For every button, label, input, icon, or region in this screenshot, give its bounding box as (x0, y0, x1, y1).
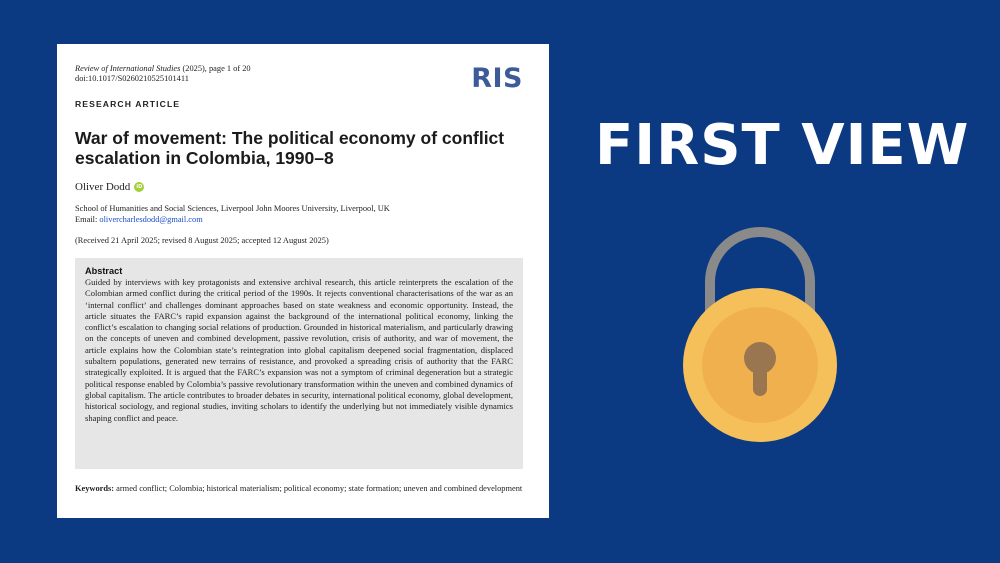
email-label: Email: (75, 214, 100, 224)
affiliation-block (75, 204, 390, 225)
author-line (75, 181, 144, 193)
affiliation: School of Humanities and Social Sciences, Liverpool John Moores University, Liverpool, UK (75, 204, 390, 213)
open-padlock-icon (680, 222, 840, 452)
email-link[interactable]: olivercharlesdodd@gmail.com (99, 214, 203, 224)
abstract-text: Guided by interviews with key protagonists and extensive archival research, this article reinterprets the escalation of the Colombian armed conflict during the critical period of the 1990s. It rejects conventional characterisations of the war as an ‘internal conflict’ and challenges dominant approaches based on state weakness and economic opportunity. Instead, the article situates the FARC’s rapid expansion against the background of the international political economy, linking the conflict’s escalation to changing social relations of production. Grounded in historical materialism, and particularly drawing on the concepts of uneven and combined development, passive revolution, crisis of authority, and war of movement, the article explains how the Colombian state’s reintegration into global capitalism deepened social fragmentation, displaced subaltern populations, generated new terrains of resistance, and provoked a spreading crisis of authority that the FARC strategically exploited. It is argued that the FARC’s expansion was not a symptom of criminal degeneration but a strategic political response enabled by Colombia’s passive revolutionary transformation within the uneven and combined dynamics of global capitalism. The article contributes to broader debates in security, international political economy, global development, historical sociology, and regional studies, inviting scholars to identify the underlying but not immediately visible dynamics shaping conflict and peace. (85, 277, 513, 423)
journal-info: (2025), page 1 of 20 (180, 64, 251, 73)
article-type: RESEARCH ARTICLE (75, 99, 181, 109)
received-dates: (Received 21 April 2025; revised 8 August 2025; accepted 12 August 2025) (75, 236, 329, 245)
article-title: War of movement: The political economy of conflict escalation in Colombia, 1990–8 (75, 128, 505, 168)
abstract-box (75, 258, 523, 469)
keywords-label: Keywords: (75, 484, 115, 493)
abstract-heading: Abstract (85, 266, 123, 276)
doi: doi:10.1017/S0260210525101411 (75, 74, 189, 83)
orcid-icon[interactable]: iD (134, 182, 144, 192)
author-name: Oliver Dodd (75, 181, 131, 193)
keywords (75, 484, 523, 495)
keywords-list: armed conflict; Colombia; historical materialism; political economy; state formation; uneven and combined development (114, 484, 523, 493)
journal-logo: RIS (471, 63, 523, 94)
first-view-banner: FIRST VIEW (595, 113, 970, 178)
journal-meta (75, 64, 251, 84)
article-preview (57, 44, 549, 518)
journal-name: Review of International Studies (75, 64, 181, 73)
